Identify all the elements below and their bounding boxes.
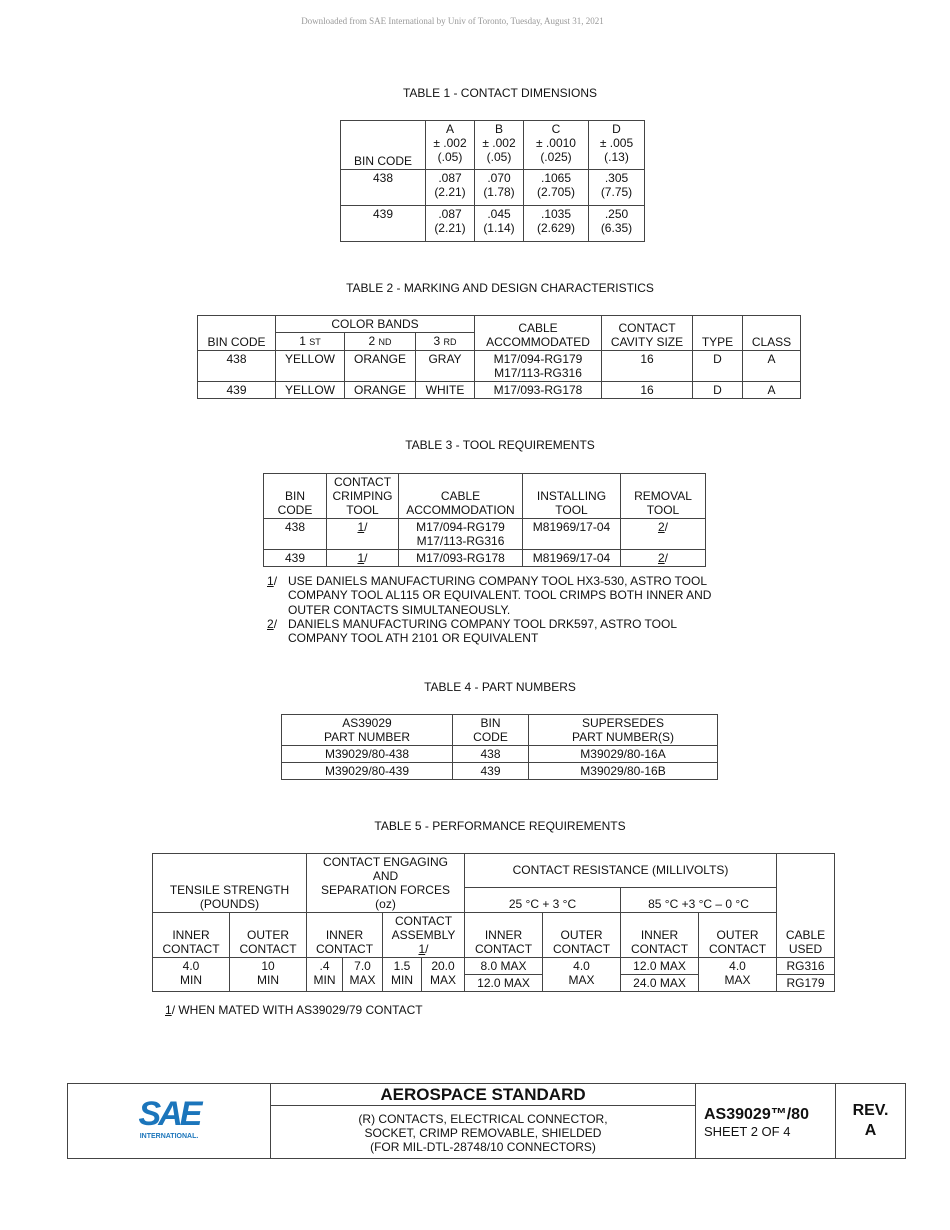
table2-header-top <box>198 316 801 333</box>
t5-cell: 20.0 MAX <box>422 958 465 992</box>
sae-logo <box>68 1084 271 1158</box>
t5-h-85c: 85 °C +3 °C – 0 °C <box>621 887 777 912</box>
t1-h-a: A ± .002 (.05) <box>426 121 475 170</box>
table-row <box>282 763 718 780</box>
t5-h-r85-inner: INNER CONTACT <box>621 913 699 958</box>
t2-h-band2: 2 ND <box>345 333 416 351</box>
document-number-block <box>696 1084 836 1158</box>
t4-h-supersedes: SUPERSEDES PART NUMBER(S) <box>529 715 718 746</box>
t2-cell: GRAY <box>416 351 475 382</box>
t2-cell: YELLOW <box>276 351 345 382</box>
t5-h-tensile: TENSILE STRENGTH (POUNDS) <box>153 854 307 913</box>
table1-contact-dimensions <box>340 120 645 242</box>
table2-marking <box>197 315 801 399</box>
document-number: AS39029™/80 <box>704 1106 809 1123</box>
t2-cell: WHITE <box>416 382 475 399</box>
table-row <box>341 206 645 242</box>
t2-cell: A <box>743 382 801 399</box>
t4-cell: 439 <box>453 763 529 780</box>
t2-h-band3: 3 RD <box>416 333 475 351</box>
t5-header-1 <box>153 854 835 888</box>
t3-h-install: INSTALLING TOOL <box>523 474 621 519</box>
t3-h-cable: CABLE ACCOMMODATION <box>399 474 523 519</box>
t1-cell: .087 (2.21) <box>426 170 475 206</box>
table-row <box>153 958 835 975</box>
footnote: 1/ USE DANIELS MANUFACTURING COMPANY TOOL HX3-530, ASTRO TOOL COMPANY TOOL AL115 OR EQUIVALENT. TOOL CRIMPS BOTH INNER AND OUTER CONTACTS SIMULTANEOUSLY. <box>267 574 712 617</box>
t5-cell: 24.0 MAX <box>621 975 699 992</box>
table-row <box>264 550 706 567</box>
t2-cell: D <box>693 351 743 382</box>
table5-note: 1/ WHEN MATED WITH AS39029/79 CONTACT <box>165 1003 423 1017</box>
t5-cell: 12.0 MAX <box>465 975 543 992</box>
table-row <box>282 746 718 763</box>
t5-cell: RG316 <box>777 958 835 975</box>
t4-cell: M39029/80-439 <box>282 763 453 780</box>
t3-cell: M81969/17-04 <box>523 519 621 550</box>
t2-h-band1: 1 ST <box>276 333 345 351</box>
table2-title: TABLE 2 - MARKING AND DESIGN CHARACTERISTICS <box>346 281 654 295</box>
t5-cell: 1.5 MIN <box>383 958 422 992</box>
t1-cell: .250 (6.35) <box>589 206 645 242</box>
t2-cell: YELLOW <box>276 382 345 399</box>
t1-h-c: C ± .0010 (.025) <box>524 121 589 170</box>
revision-letter: A <box>864 1122 877 1139</box>
t5-h-cable: CABLE USED <box>777 913 835 958</box>
t3-cell: 1/ <box>327 519 399 550</box>
footnote: 2/ DANIELS MANUFACTURING COMPANY TOOL DRK597, ASTRO TOOL COMPANY TOOL ATH 2101 OR EQUIVALENT <box>267 616 677 646</box>
t1-cell: .087 (2.21) <box>426 206 475 242</box>
t4-h-bin: BIN CODE <box>453 715 529 746</box>
table3-tool-requirements <box>263 473 706 567</box>
document-description: (R) CONTACTS, ELECTRICAL CONNECTOR, SOCKET, CRIMP REMOVABLE, SHIELDED (FOR MIL-DTL-28748/10 CONNECTORS) <box>358 1112 608 1154</box>
t5-cell: RG179 <box>777 975 835 992</box>
t1-cell: .1035 (2.629) <box>524 206 589 242</box>
standard-title: AEROSPACE STANDARD <box>271 1084 695 1106</box>
table3-header <box>264 474 706 519</box>
t4-cell: M39029/80-16B <box>529 763 718 780</box>
t3-cell: 2/ <box>621 550 706 567</box>
svg-text:SAE: SAE <box>138 1095 200 1133</box>
t5-h-resistance: CONTACT RESISTANCE (MILLIVOLTS) <box>465 854 777 888</box>
t3-h-crimp: CONTACT CRIMPING TOOL <box>327 474 399 519</box>
t5-cell: 4.0 MIN <box>153 958 230 992</box>
sheet-number: SHEET 2 OF 4 <box>704 1124 791 1139</box>
t2-h-type: TYPE <box>693 316 743 351</box>
t2-h-cable: CABLE ACCOMMODATED <box>475 316 602 351</box>
t5-h-cable-top <box>777 854 835 888</box>
t2-cell: D <box>693 382 743 399</box>
t5-h-r85-outer: OUTER CONTACT <box>699 913 777 958</box>
t2-h-color-bands: COLOR BANDS <box>276 316 475 333</box>
t5-h-tensile-outer: OUTER CONTACT <box>230 913 307 958</box>
t1-cell: 438 <box>341 170 426 206</box>
t5-h-tensile-inner: INNER CONTACT <box>153 913 230 958</box>
t5-h-force-inner: INNER CONTACT <box>307 913 383 958</box>
title-center <box>271 1084 696 1158</box>
t4-cell: M39029/80-438 <box>282 746 453 763</box>
t2-cell: 438 <box>198 351 276 382</box>
t5-h-25c: 25 °C + 3 °C <box>465 887 621 912</box>
t5-cell: 12.0 MAX <box>621 958 699 975</box>
t2-cell: A <box>743 351 801 382</box>
table1-header <box>341 121 645 170</box>
t3-cell: 439 <box>264 550 327 567</box>
t3-cell: M81969/17-04 <box>523 550 621 567</box>
t1-cell: .1065 (2.705) <box>524 170 589 206</box>
t5-h-r25-outer: OUTER CONTACT <box>543 913 621 958</box>
table-row <box>341 170 645 206</box>
table3-title: TABLE 3 - TOOL REQUIREMENTS <box>405 438 595 452</box>
t3-cell: M17/094-RG179 M17/113-RG316 <box>399 519 523 550</box>
t3-cell: M17/093-RG178 <box>399 550 523 567</box>
t1-cell: .070 (1.78) <box>475 170 524 206</box>
t4-cell: M39029/80-16A <box>529 746 718 763</box>
t5-cell: 8.0 MAX <box>465 958 543 975</box>
svg-text:INTERNATIONAL.: INTERNATIONAL. <box>139 1133 199 1140</box>
t4-cell: 438 <box>453 746 529 763</box>
t2-h-cavity: CONTACT CAVITY SIZE <box>602 316 693 351</box>
t5-h-force-assembly: CONTACT ASSEMBLY 1/ <box>383 913 465 958</box>
t5-cell: 4.0 MAX <box>699 958 777 992</box>
table5-title: TABLE 5 - PERFORMANCE REQUIREMENTS <box>374 819 626 833</box>
t2-h-bin: BIN CODE <box>198 316 276 351</box>
t2-cell: ORANGE <box>345 382 416 399</box>
t3-cell: 2/ <box>621 519 706 550</box>
t1-cell: 439 <box>341 206 426 242</box>
t1-cell: .045 (1.14) <box>475 206 524 242</box>
t3-h-bin: BIN CODE <box>264 474 327 519</box>
table3-notes <box>267 574 728 645</box>
table5-performance <box>152 853 835 992</box>
t1-h-d: D ± .005 (.13) <box>589 121 645 170</box>
t1-cell: .305 (7.75) <box>589 170 645 206</box>
table-row <box>264 519 706 550</box>
title-block <box>67 1083 906 1159</box>
t4-h-pn: AS39029 PART NUMBER <box>282 715 453 746</box>
t5-h-r25-inner: INNER CONTACT <box>465 913 543 958</box>
table4-header <box>282 715 718 746</box>
t2-cell: 16 <box>602 351 693 382</box>
revision-block: REV. A <box>852 1102 889 1139</box>
t5-header-3 <box>153 913 835 958</box>
t2-cell: M17/094-RG179 M17/113-RG316 <box>475 351 602 382</box>
sae-logo-icon <box>68 1084 270 1158</box>
t2-cell: 16 <box>602 382 693 399</box>
table1-title: TABLE 1 - CONTACT DIMENSIONS <box>402 86 598 100</box>
download-notice: Downloaded from SAE International by Univ of Toronto, Tuesday, August 31, 2021 <box>301 16 604 26</box>
t3-cell: 438 <box>264 519 327 550</box>
t2-cell: 439 <box>198 382 276 399</box>
t2-cell: ORANGE <box>345 351 416 382</box>
t5-h-forces: CONTACT ENGAGING AND SEPARATION FORCES (oz) <box>307 854 465 913</box>
t5-cell: .4 MIN <box>307 958 343 992</box>
t5-cell: 7.0 MAX <box>343 958 383 992</box>
t3-cell: 1/ <box>327 550 399 567</box>
table4-title: TABLE 4 - PART NUMBERS <box>424 680 576 694</box>
t3-h-removal: REMOVAL TOOL <box>621 474 706 519</box>
t5-cell: 4.0 MAX <box>543 958 621 992</box>
t1-h-b: B ± .002 (.05) <box>475 121 524 170</box>
t2-h-class: CLASS <box>743 316 801 351</box>
t5-h-cable-mid <box>777 887 835 912</box>
t1-h-bin: BIN CODE <box>341 121 426 170</box>
t2-cell: M17/093-RG178 <box>475 382 602 399</box>
table-row <box>198 351 801 382</box>
table4-part-numbers <box>281 714 718 780</box>
t5-cell: 10 MIN <box>230 958 307 992</box>
table-row <box>198 382 801 399</box>
